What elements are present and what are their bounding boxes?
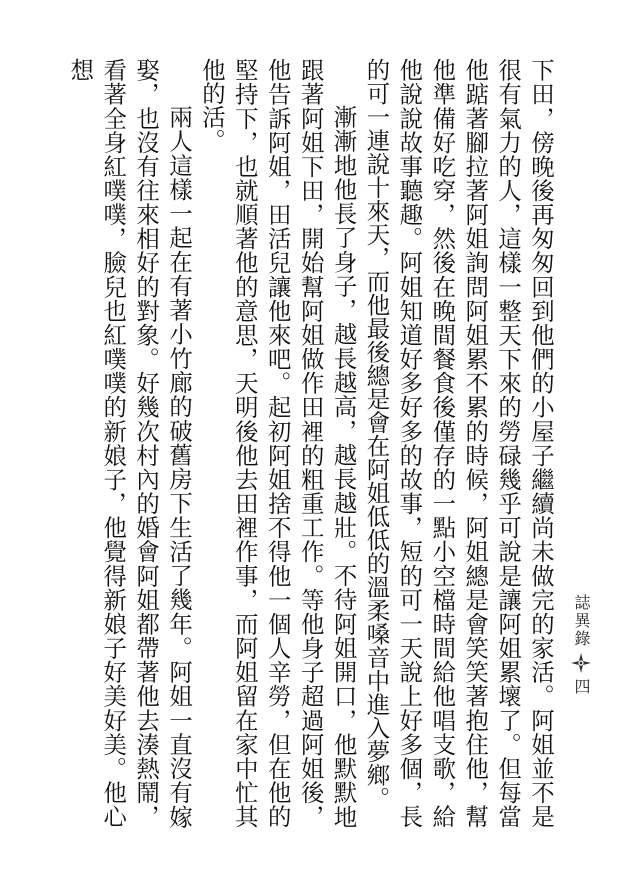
running-head (570, 594, 592, 694)
paragraph: 下田，傍晚後再匆匆回到他們的小屋子繼續尚未做完的家活。阿姐並不是很有氣力的人，這樣一整天下來的勞碌幾乎可說是讓阿姐累壞了。但每當他踮著腳拉著阿姐詢問阿姐累不累的時候，阿姐總是會笑笑著抱住他，幫他準備好吃穿，然後在晚間餐食後僅存的一點小空檔時間給他唱支歌，給他說說故事聽趣。阿姐知道好多好多的故事，短的可一天說上好多個，長的可一連說十來天，而他最後總是會在阿姐低低的溫柔嗓音中進入夢鄉。 (362, 58, 555, 828)
body-text (66, 58, 557, 828)
paragraph: 漸漸地他長了身子，越長越高，越長越壯。不待阿姐開口，他默默地跟著阿姐下田，開始幫阿姐做作田裡的粗重工作。等他身子超過阿姐後，他告訴阿姐，田活兒讓他來吧。起初阿姐捨不得他一個人辛勞，但在他的堅持下，也就順著他的意思，天明後他去田裡作事，而阿姐留在家中忙其他的活。 (197, 58, 358, 828)
book-title: 誌異錄 (572, 594, 591, 648)
diamond-flower-ornament-icon (570, 652, 592, 674)
paragraph: 兩人這樣一起在有著小竹廊的破舊房下生活了幾年。阿姐一直沒有嫁娶，也沒有往來相好的對象。好幾次村內的婚會阿姐都帶著他去湊熱鬧，看著全身紅噗噗，臉兒也紅噗噗的新娘子，他覺得新娘子好美好美。他心想 (66, 58, 194, 828)
page-number: 四 (572, 678, 591, 694)
